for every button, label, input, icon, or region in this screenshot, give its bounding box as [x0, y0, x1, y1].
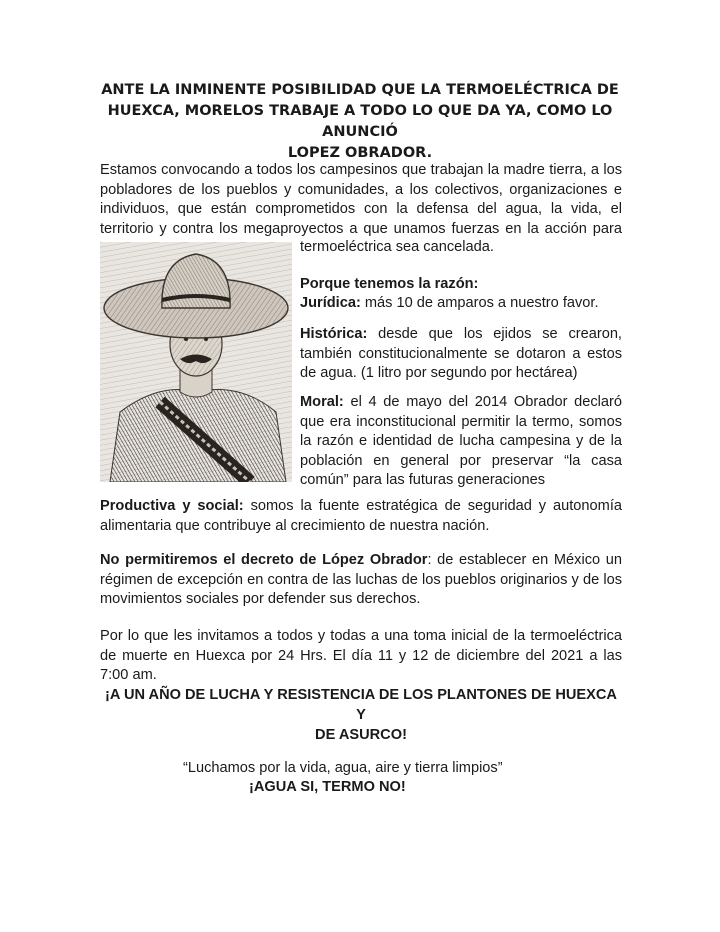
productiva-text: somos la fuente estratégica de seguridad y autonomía alimentaria que contribuye al crecimiento de nuestra nación. — [100, 498, 622, 534]
slogan — [100, 685, 622, 745]
no-permitiremos-paragraph — [100, 551, 622, 610]
reasons-heading: Porque tenemos la razón: — [300, 276, 479, 292]
page-title — [95, 80, 625, 164]
closing-quote: “Luchamos por la vida, agua, aire y tierra limpios” — [183, 760, 503, 776]
moral-label: Moral: — [300, 394, 344, 410]
intro-continuation: termoeléctrica sea cancelada. — [300, 239, 494, 255]
juridica-text: más 10 de amparos a nuestro favor. — [360, 295, 599, 311]
portrait-engraving — [100, 242, 292, 482]
no-permitiremos-label: No permitiremos el decreto de López Obrador — [100, 552, 428, 568]
no-permitiremos-text: : de establecer en México un régimen de excepción en contra de las luchas de los pueblos originarios y de los movimientos sociales por defender sus derechos. — [100, 552, 622, 607]
productiva-label: Productiva y social: — [100, 498, 244, 514]
intro-paragraph: Estamos convocando a todos los campesinos que trabajan la madre tierra, a los pobladores de los pueblos y comunidades, a los colectivos, organizaciones e individuos, que están comprometidos con la defensa del agua, la vida, el territorio y contra los megaproyectos a que unamos fuerzas en la acción para — [100, 162, 622, 237]
reason-moral — [300, 393, 622, 491]
title-line-3: LOPEZ OBRADOR. — [287, 145, 433, 161]
reason-historica — [300, 325, 622, 384]
title-line-1: ANTE LA INMINENTE POSIBILIDAD QUE LA TERMOELÉCTRICA DE — [101, 82, 619, 98]
slogan-line-1: ¡A UN AÑO DE LUCHA Y RESISTENCIA DE LOS PLANTONES DE HUEXCA Y — [105, 687, 617, 723]
historica-text: desde que los ejidos se crearon, también constitucionalmente se dotaron a estos de agua. (1 litro por segundo por hectárea) — [300, 326, 622, 381]
historica-label: Histórica: — [300, 326, 368, 342]
closing-cry: ¡AGUA SI, TERMO NO! — [249, 779, 406, 795]
slogan-line-2: DE ASURCO! — [315, 727, 407, 743]
reason-juridica — [300, 294, 622, 314]
reason-productiva — [100, 497, 622, 536]
juridica-label: Jurídica: — [300, 295, 361, 311]
moral-text: el 4 de mayo del 2014 Obrador declaró que era inconstitucional permitir la termo, somos la razón e identidad de lucha campesina y de la población en general por preservar “la casa común” para las futuras generaciones — [300, 394, 622, 488]
invitation-paragraph: Por lo que les invitamos a todos y todas a una toma inicial de la termoeléctrica de muerte en Huexca por 24 Hrs. El día 11 y 12 de diciembre del 2021 a las 7:00 am. — [100, 628, 622, 683]
sombrero-portrait-image — [100, 242, 292, 482]
title-line-2: HUEXCA, MORELOS TRABAJE A TODO LO QUE DA YA, COMO LO ANUNCIÓ — [107, 103, 613, 140]
